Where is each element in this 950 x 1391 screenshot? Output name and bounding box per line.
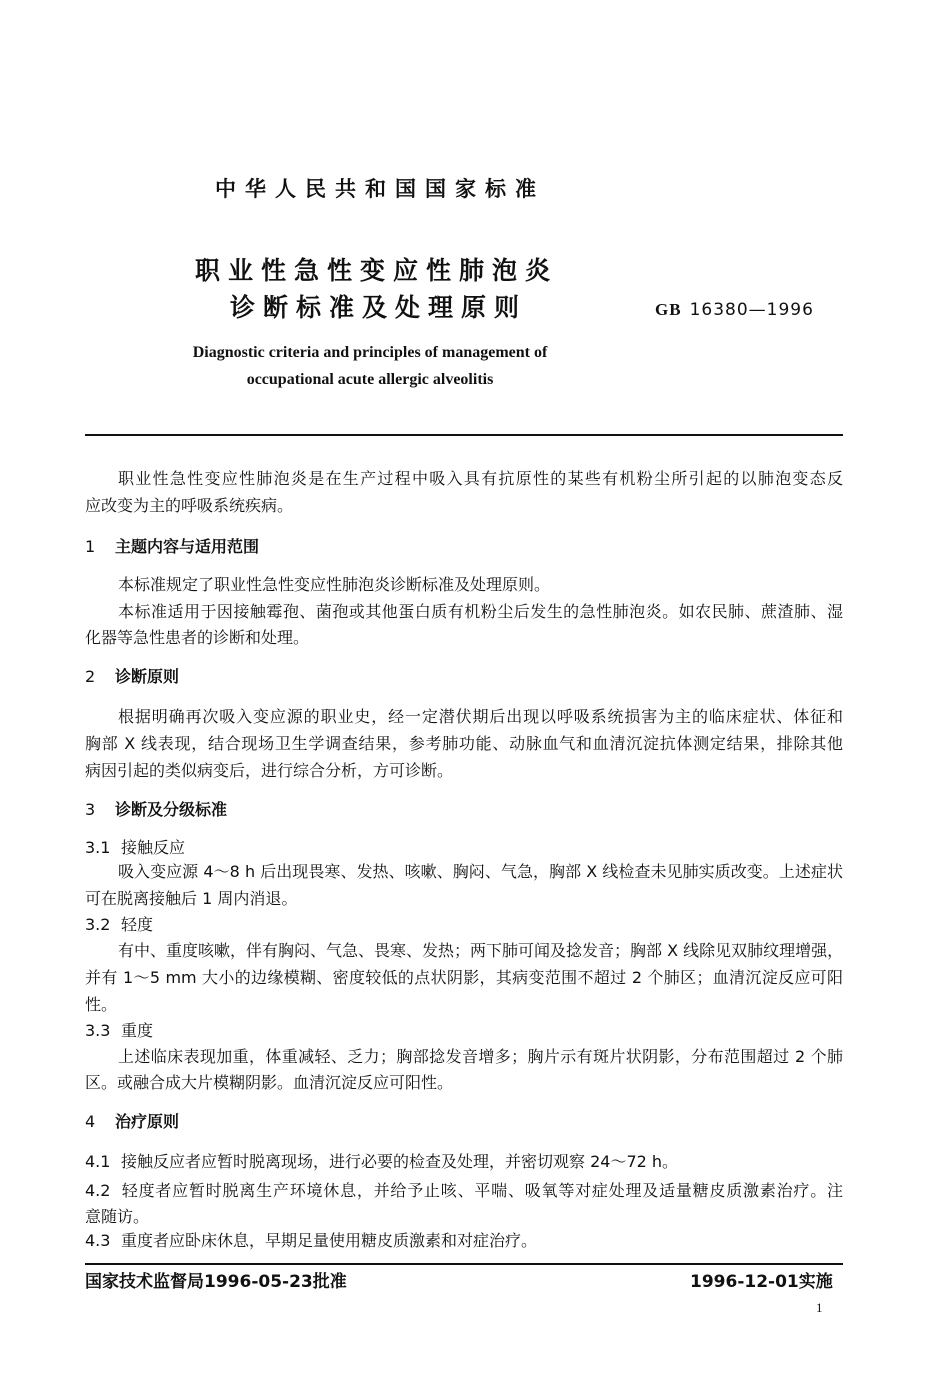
- paragraph-line: 区。或融合成大片模糊阴影。血清沉淀反应可阳性。: [85, 1073, 454, 1092]
- paragraph-line: 意随访。: [85, 1207, 150, 1226]
- page-number: 1: [816, 1300, 823, 1315]
- item-4-2: 4.2 轻度者应暂时脱离生产环境休息，并给予止咳、平喘、吸氧等对症处理及适量糖皮质激素治疗。注: [85, 1181, 843, 1200]
- paragraph-line: 本标准适用于因接触霉孢、菌孢或其他蛋白质有机粉尘后发生的急性肺泡炎。如农民肺、蔗渣肺、湿: [118, 602, 843, 621]
- paragraph-line: 上述临床表现加重，体重减轻、乏力；胸部捻发音增多；胸片示有斑片状阴影，分布范围超过 2 个肺: [118, 1047, 843, 1066]
- section-heading-3: 3 诊断及分级标准: [85, 800, 228, 819]
- section-heading-1: 1 主题内容与适用范围: [85, 537, 260, 556]
- english-title-line1: Diagnostic criteria and principles of management of: [192, 344, 548, 361]
- code-number: 16380—1996: [689, 300, 814, 320]
- paragraph-line: 本标准规定了职业性急性变应性肺泡炎诊断标准及处理原则。: [118, 575, 551, 594]
- paragraph-line: 有中、重度咳嗽，伴有胸闷、气急、畏寒、发热；两下肺可闻及捻发音；胸部 X 线除见双肺纹理增强，: [118, 941, 844, 960]
- paragraph-line: 可在脱离接触后 1 周内消退。: [85, 889, 298, 908]
- paragraph-line: 胸部 X 线表现，结合现场卫生学调查结果，参考肺功能、动脉血气和血清沉淀抗体测定结果，排除其他: [85, 734, 843, 753]
- footer-rule: [85, 1263, 843, 1265]
- paragraph-line: 吸入变应源 4～8 h 后出现畏寒、发热、咳嗽、胸闷、气急，胸部 X 线检查未见肺实质改变。上述症状: [118, 862, 843, 881]
- approval-date: 国家技术监督局1996-05-23批准: [85, 1272, 347, 1292]
- national-standard-label: 中华人民共和国国家标准: [215, 177, 545, 201]
- intro-line: 应改变为主的呼吸系统疾病。: [85, 496, 294, 515]
- subsection-heading-3-3: 3.3 重度: [85, 1021, 154, 1040]
- paragraph-line: 化器等急性患者的诊断和处理。: [85, 628, 310, 647]
- document-title-line1: 职业性急性变应性肺泡炎: [195, 256, 559, 285]
- item-4-1: 4.1 接触反应者应暂时脱离现场，进行必要的检查及处理，并密切观察 24～72 h。: [85, 1152, 679, 1171]
- paragraph-line: 病因引起的类似病变后，进行综合分析，方可诊断。: [85, 761, 454, 780]
- standard-code: [655, 300, 814, 320]
- section-heading-4: 4 治疗原则: [85, 1112, 180, 1131]
- code-prefix: GB: [655, 300, 682, 319]
- intro-line: 职业性急性变应性肺泡炎是在生产过程中吸入具有抗原性的某些有机粉尘所引起的以肺泡变态反: [118, 469, 843, 488]
- english-title-line2: occupational acute allergic alveolitis: [246, 371, 494, 388]
- section-heading-2: 2 诊断原则: [85, 667, 180, 686]
- subsection-heading-3-1: 3.1 接触反应: [85, 838, 186, 857]
- paragraph-line: 根据明确再次吸入变应源的职业史，经一定潜伏期后出现以呼吸系统损害为主的临床症状、体征和: [118, 707, 843, 726]
- subsection-heading-3-2: 3.2 轻度: [85, 915, 154, 934]
- paragraph-line: 性。: [85, 995, 118, 1014]
- header-rule: [85, 434, 843, 436]
- document-title-line2: 诊断标准及处理原则: [230, 293, 528, 322]
- item-4-3: 4.3 重度者应卧床休息，早期足量使用糖皮质激素和对症治疗。: [85, 1231, 538, 1250]
- effective-date: 1996-12-01实施: [690, 1272, 833, 1292]
- paragraph-line: 并有 1～5 mm 大小的边缘模糊、密度较低的点状阴影，其病变范围不超过 2 个肺区；血清沉淀反应可阳: [85, 968, 843, 987]
